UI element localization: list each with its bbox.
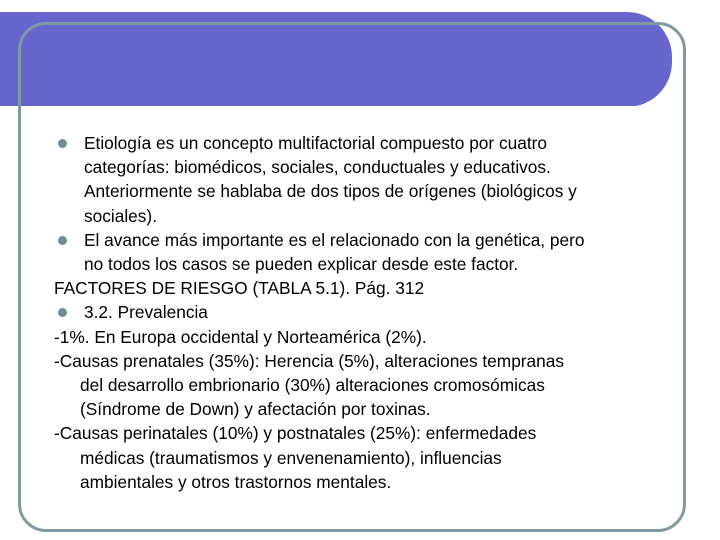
body-line: del desarrollo embrionario (30%) alteraciones cromosómicas	[80, 375, 545, 396]
body-line: Etiología es un concepto multifactorial compuesto por cuatro	[84, 133, 548, 153]
bullet-item	[54, 300, 694, 324]
body-line: El avance más importante es el relacionado con la genética, pero	[84, 229, 585, 250]
body-line: sociales).	[84, 205, 157, 226]
body-line: -Causas prenatales (35%): Herencia (5%), alteraciones tempranas	[54, 350, 565, 371]
section-heading: FACTORES DE RIESGO (TABLA 5.1). Pág. 312	[54, 278, 425, 299]
bullet-item	[54, 131, 694, 155]
body-line: médicas (traumatismos y envenenamiento), influencias	[80, 447, 502, 468]
body-line: ambientales y otros trastornos mentales.	[80, 471, 392, 492]
body-line: Anteriormente se hablaba de dos tipos de orígenes (biológicos y	[84, 181, 577, 202]
body-line: -1%. En Europa occidental y Norteamérica (2%).	[54, 326, 427, 347]
slide-body	[54, 131, 694, 494]
body-line: no todos los casos se pueden explicar desde este factor.	[84, 254, 519, 275]
bullet-dot-icon	[58, 236, 67, 245]
body-line: -Causas perinatales (10%) y postnatales (25%): enfermedades	[54, 423, 537, 444]
bullet-dot-icon	[58, 308, 67, 317]
body-line: 3.2. Prevalencia	[84, 302, 208, 323]
bullet-dot-icon	[58, 139, 67, 148]
body-line: (Síndrome de Down) y afectación por toxinas.	[80, 399, 431, 420]
body-line: categorías: biomédicos, sociales, conductuales y educativos.	[84, 157, 551, 178]
bullet-item	[54, 228, 694, 252]
